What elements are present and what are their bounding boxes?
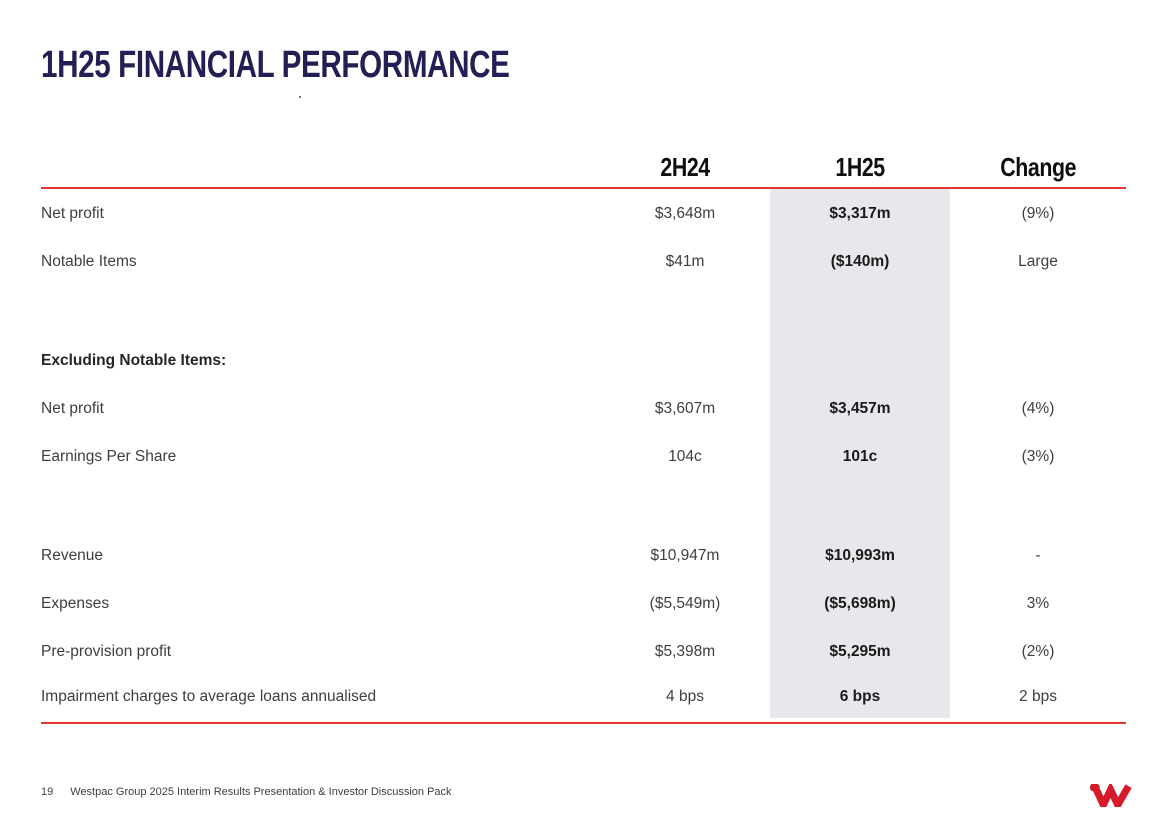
table-row — [41, 190, 1126, 238]
row-label: Excluding Notable Items: — [41, 352, 227, 369]
header-label-1h25: 1H25 — [835, 151, 885, 182]
table-row — [41, 628, 1126, 676]
cell-change: 2 bps — [1019, 688, 1057, 705]
table-body — [41, 190, 1126, 718]
header-divider-rule — [41, 187, 1126, 189]
table-row — [41, 433, 1126, 481]
row-label: Net profit — [41, 400, 104, 417]
cell-2h24: $41m — [665, 253, 705, 270]
row-label: Impairment charges to average loans annualised — [41, 688, 377, 705]
cell-2h24: $10,947m — [650, 547, 720, 564]
row-label: Earnings Per Share — [41, 448, 177, 465]
cell-change: Large — [1018, 253, 1058, 270]
cell-change: (2%) — [1021, 643, 1055, 660]
cell-1h25: $3,317m — [829, 205, 891, 222]
row-label: Net profit — [41, 205, 104, 222]
cell-2h24: $3,648m — [654, 205, 716, 222]
cell-change: (3%) — [1021, 448, 1055, 465]
cell-2h24: 104c — [668, 448, 702, 465]
cell-change: (9%) — [1021, 205, 1055, 222]
footer — [41, 786, 452, 798]
header-cell-change — [950, 152, 1126, 183]
cell-1h25: $5,295m — [829, 643, 891, 660]
page-number: 19 — [41, 786, 54, 798]
table-row — [41, 481, 1126, 532]
cell-1h25: ($5,698m) — [824, 595, 896, 612]
header-label-change: Change — [1000, 151, 1076, 182]
header-label-2h24: 2H24 — [660, 151, 710, 182]
stray-dot — [299, 96, 301, 98]
table-row — [41, 580, 1126, 628]
cell-2h24: ($5,549m) — [649, 595, 721, 612]
cell-1h25: 6 bps — [839, 688, 881, 705]
row-label: Pre-provision profit — [41, 643, 172, 660]
footer-text: Westpac Group 2025 Interim Results Presentation & Investor Discussion Pack — [70, 786, 452, 798]
row-label: Notable Items — [41, 253, 137, 270]
page-title: 1H25 FINANCIAL PERFORMANCE — [41, 44, 510, 86]
row-label: Expenses — [41, 595, 110, 612]
table-header — [41, 148, 1126, 186]
cell-1h25: $3,457m — [829, 400, 891, 417]
footer-divider-rule — [41, 722, 1126, 724]
westpac-w-logo — [1089, 784, 1135, 807]
header-cell-1h25 — [770, 152, 950, 183]
cell-change: - — [1035, 547, 1041, 564]
table-row — [41, 385, 1126, 433]
cell-change: 3% — [1026, 595, 1050, 612]
table-row — [41, 337, 1126, 385]
cell-change: (4%) — [1021, 400, 1055, 417]
table-row — [41, 238, 1126, 286]
cell-2h24: $3,607m — [654, 400, 716, 417]
row-label: Revenue — [41, 547, 104, 564]
cell-2h24: 4 bps — [666, 688, 704, 705]
cell-1h25: ($140m) — [830, 253, 890, 270]
cell-1h25: $10,993m — [825, 547, 895, 564]
cell-2h24: $5,398m — [654, 643, 716, 660]
header-cell-2h24 — [600, 152, 770, 183]
table-row — [41, 532, 1126, 580]
cell-1h25: 101c — [842, 448, 878, 465]
table-row — [41, 676, 1126, 718]
table-row — [41, 286, 1126, 337]
